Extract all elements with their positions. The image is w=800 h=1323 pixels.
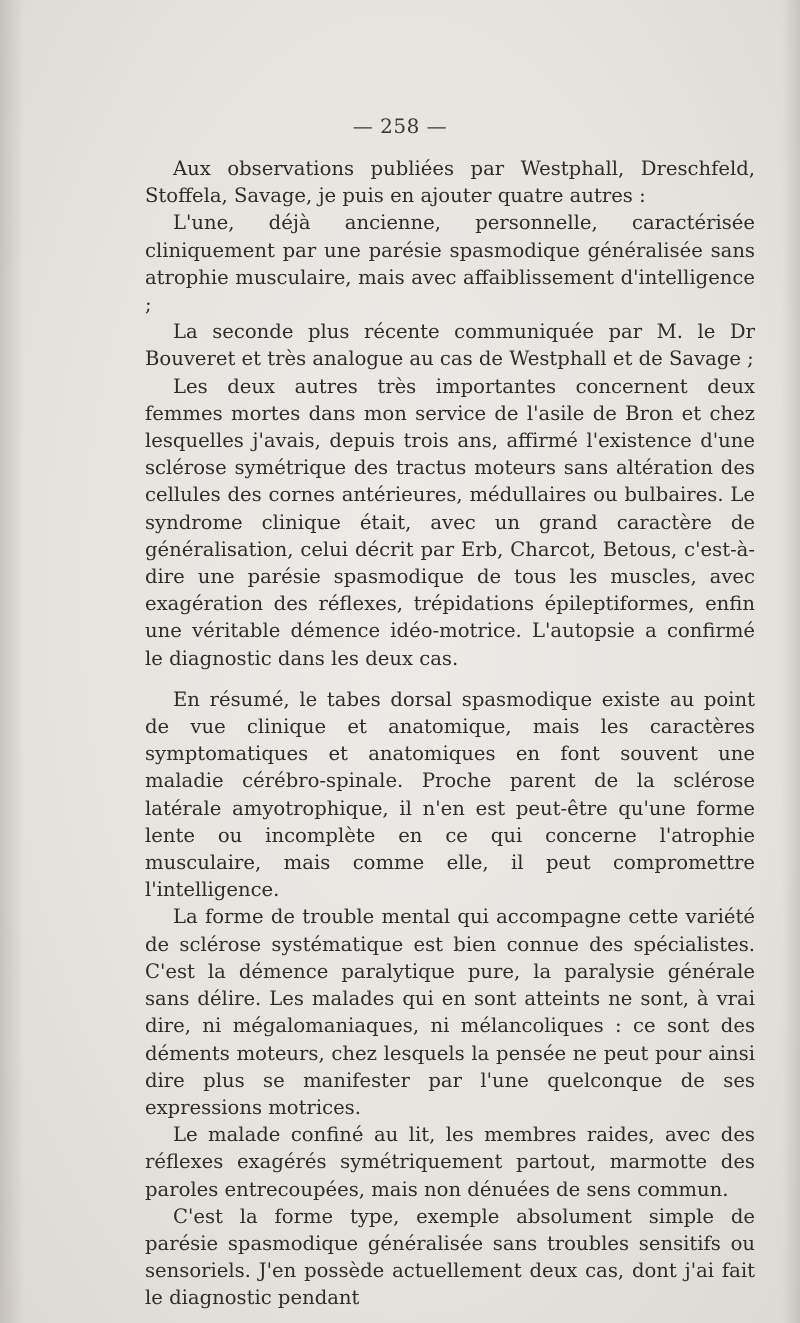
body-text [145, 155, 755, 1312]
paragraph-type-form: C'est la forme type, exemple absolument simple de parésie spasmodique généralisée sans troubles sensitifs ou sensoriels. J'en possède actuellement deux cas, dont j'ai fait le diagnostic pendant [145, 1204, 755, 1310]
paragraph-mental-disorder: La forme de trouble mental qui accompagne cette variété de sclérose systématique est bien connue des spécialistes. C'est la démence paralytique pure, la paralysie générale sans délire. Les malades qui en sont atteints ne sont, à vrai dire, ni mégalomaniaques, ni mélancoliques : ce sont des déments moteurs, chez lesquels la pensée ne peut pour ainsi dire plus se manifester par l'une quelconque de ses expressions motrices. [145, 905, 755, 1119]
paragraph-observations: Aux observations publiées par Westphall, Dreschfeld, Stoffela, Savage, je puis en ajouter quatre autres : [145, 157, 755, 208]
page-left-shadow [0, 0, 24, 1323]
paragraph-first-case: L'une, déjà ancienne, personnelle, caractérisée cliniquement par une parésie spasmodique généralisée sans atrophie musculaire, mais avec affaiblissement d'intelligence ; [145, 211, 755, 317]
page-number: — 258 — [352, 114, 448, 138]
paragraph-two-other-cases: Les deux autres très importantes concernent deux femmes mortes dans mon service de l'asile de Bron et chez lesquelles j'avais, depuis trois ans, affirmé l'existence d'une sclérose symétrique des tractus moteurs sans altération des cellules des cornes antérieures, médullaires ou bulbaires. Le syndrome clinique était, avec un grand caractère de généralisation, celui décrit par Erb, Charcot, Betous, c'est-à-dire une parésie spasmodique de tous les muscles, avec exagération des réflexes, trépidations épileptiformes, enfin une véritable démence idéo-motrice. L'autopsie a confirmé le diagnostic dans les deux cas. [145, 374, 755, 670]
paragraph-patient-description: Le malade confiné au lit, les membres raides, avec des réflexes exagérés symétriquement partout, marmotte des paroles entrecoupées, mais non dénuées de sens commun. [145, 1123, 755, 1201]
page-right-shadow [782, 0, 800, 1323]
paragraph-summary: En résumé, le tabes dorsal spasmodique existe au point de vue clinique et anatomique, mais les caractères symptomatiques et anatomiques en font souvent une maladie cérébro-spinale. Proche parent de la sclérose latérale amyotrophique, il n'en est peut-être qu'une forme lente ou incomplète en ce qui concerne l'atrophie musculaire, mais comme elle, il peut compromettre l'intelligence. [145, 687, 755, 902]
paragraph-second-case: La seconde plus récente communiquée par M. le Dr Bouveret et très analogue au cas de Westphall et de Savage ; [145, 320, 755, 371]
